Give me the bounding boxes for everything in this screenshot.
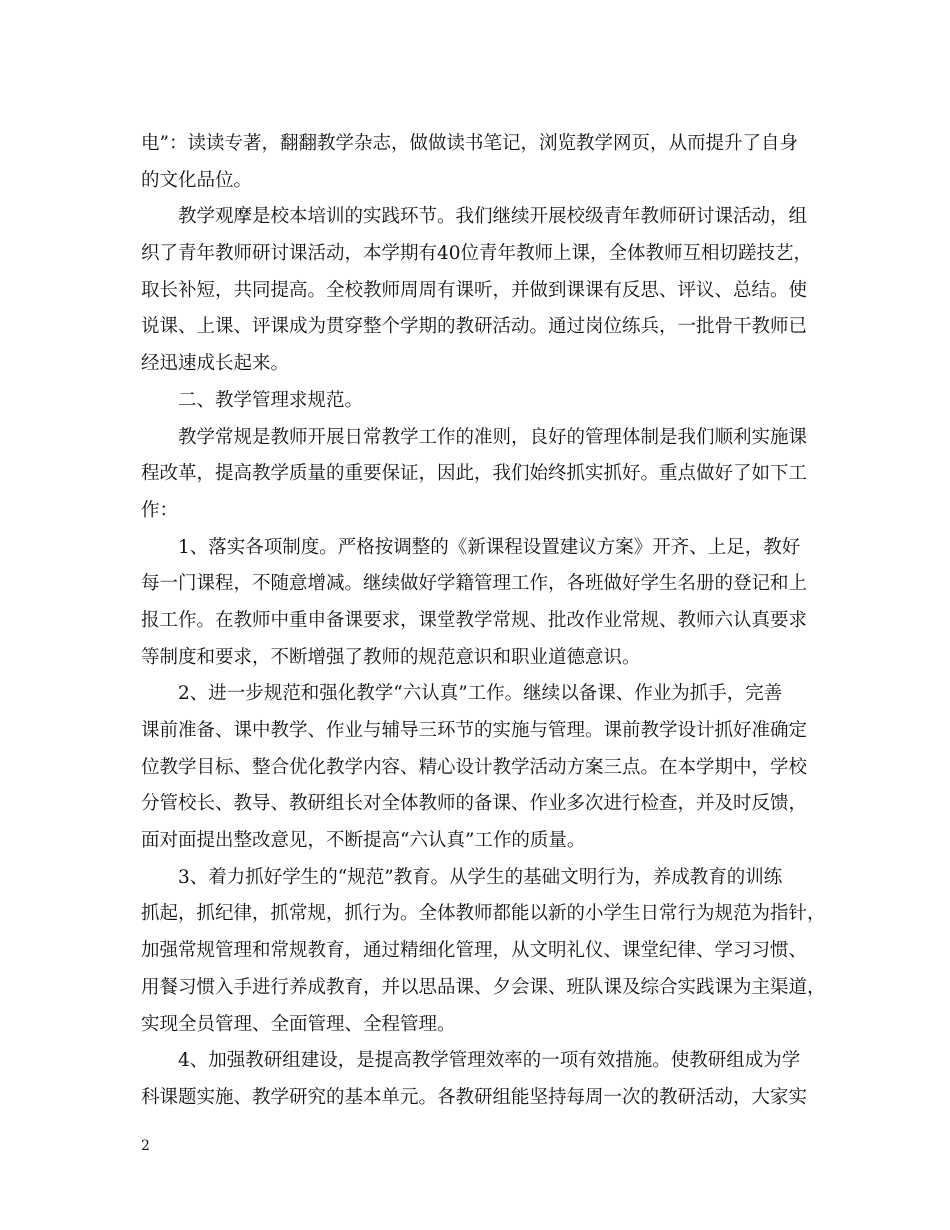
text-line: 加强常规管理和常规教育，通过精细化管理，从文明礼仪、课堂纪律、学习习惯、 bbox=[141, 940, 808, 962]
text-line: 用餐习惯入手进行养成教育，并以思品课、夕会课、班队课及综合实践课为主渠道， bbox=[141, 976, 826, 998]
paragraph-start: 1、落实各项制度。严格按调整的《新课程设置建议方案》开齐、上足，教好 bbox=[178, 536, 801, 558]
text-line: 位教学目标、整合优化教学内容、精心设计教学活动方案三点。在本学期中，学校 bbox=[141, 756, 808, 778]
text-line: 作： bbox=[141, 499, 179, 521]
paragraph-start: 教学观摩是校本培训的实践环节。我们继续开展校级青年教师研讨课活动，组 bbox=[178, 206, 808, 228]
section-heading: 二、教学管理求规范。 bbox=[178, 389, 364, 411]
paragraph-start: 4、加强教研组建设，是提高教学管理效率的一项有效措施。使教研组成为学 bbox=[178, 1050, 801, 1072]
text-line: 经迅速成长起来。 bbox=[141, 353, 290, 375]
text-line: 实现全员管理、全面管理、全程管理。 bbox=[141, 1013, 456, 1035]
text-line: 面对面提出整改意见，不断提高“六认真”工作的质量。 bbox=[141, 830, 586, 852]
text-line: 程改革，提高教学质量的重要保证，因此，我们始终抓实抓好。重点做好了如下工 bbox=[141, 463, 808, 485]
paragraph-start: 3、着力抓好学生的“规范”教育。从学生的基础文明行为，养成教育的训练 bbox=[178, 866, 783, 888]
text-line: 分管校长、教导、教研组长对全体教师的备课、作业多次进行检查，并及时反馈， bbox=[141, 793, 808, 815]
text-line: 织了青年教师研讨课活动，本学期有40位青年教师上课，全体教师互相切蹉技艺， bbox=[141, 243, 813, 265]
document-body bbox=[141, 126, 826, 1117]
text-line: 课前准备、课中教学、作业与辅导三环节的实施与管理。课前教学设计抓好准确定 bbox=[141, 720, 808, 741]
paragraph-start: 教学常规是教师开展日常教学工作的准则，良好的管理体制是我们顺利实施课 bbox=[178, 426, 808, 448]
text-line: 等制度和要求，不断增强了教师的规范意识和职业道德意识。 bbox=[141, 646, 641, 668]
text-line: 抓起，抓纪律，抓常规，抓行为。全体教师都能以新的小学生日常行为规范为指针， bbox=[141, 903, 826, 925]
text-line: 说课、上课、评课成为贯穿整个学期的教研活动。通过岗位练兵，一批骨干教师已 bbox=[141, 316, 808, 338]
text-line: 报工作。在教师中重申备课要求，课堂教学常规、批改作业常规、教师六认真要求 bbox=[141, 609, 808, 631]
text-line: 的文化品位。 bbox=[141, 169, 253, 191]
paragraph-start: 2、进一步规范和强化教学“六认真”工作。继续以备课、作业为抓手，完善 bbox=[178, 683, 783, 705]
text-line: 科课题实施、教学研究的基本单元。各教研组能坚持每周一次的教研活动，大家实 bbox=[141, 1086, 808, 1108]
page-number: 2 bbox=[141, 1138, 150, 1154]
text-line: 每一门课程，不随意增减。继续做好学籍管理工作，各班做好学生名册的登记和上 bbox=[141, 573, 808, 595]
text-line: 电”：读读专著，翻翻教学杂志，做做读书笔记，浏览教学网页，从而提升了自身 bbox=[141, 133, 798, 154]
text-line: 取长补短，共同提高。全校教师周周有课听，并做到课课有反思、评议、总结。使 bbox=[141, 279, 808, 301]
